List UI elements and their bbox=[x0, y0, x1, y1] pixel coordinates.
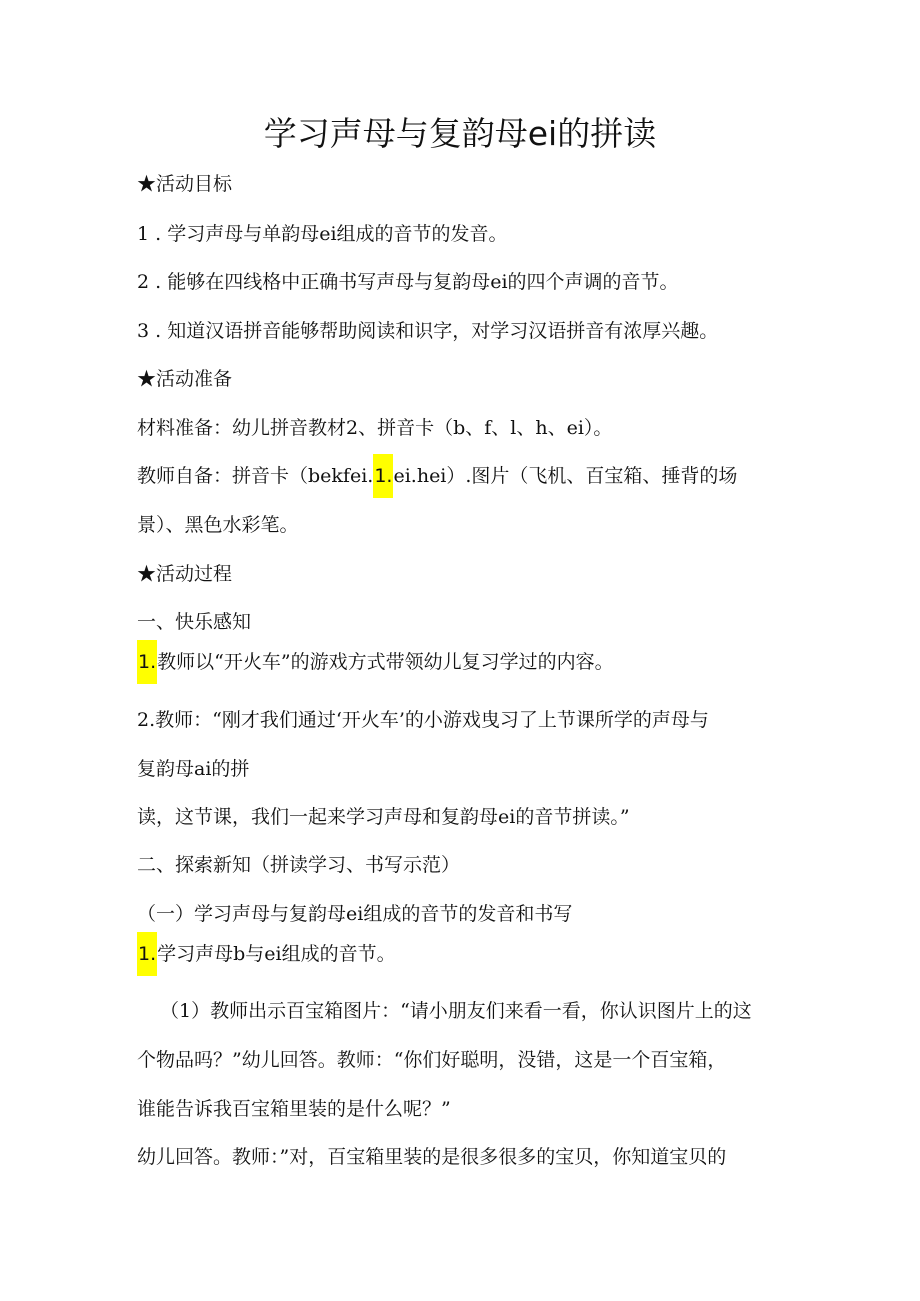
section-heading-process: ★活动过程 bbox=[137, 563, 233, 585]
paragraph-2-line-1: 幼儿回答。教师：”对，百宝箱里装的是很多很多的宝贝，你知道宝贝的 bbox=[137, 1146, 727, 1168]
step-one-item-2-end: 读，这节课，我们一起来学习声母和复韵母ei的音节拼读。” bbox=[137, 806, 630, 828]
step-one-item-2-continued: 复韵母ai的拼 bbox=[137, 758, 250, 780]
subsection-heading: （一）学习声母与复韵母ei组成的音节的发音和书写 bbox=[137, 903, 573, 925]
objective-1: 1 . 学习声母与单韵母ei组成的音节的发音。 bbox=[137, 223, 508, 245]
section-heading-preparation: ★活动准备 bbox=[137, 368, 233, 390]
highlighted-text: 1. bbox=[373, 454, 393, 498]
paragraph-1-line-1: （1）教师出示百宝箱图片：“请小朋友们来看一看，你认识图片上的这 bbox=[160, 1000, 752, 1022]
step-one-item-1-text: 教师以“开火车”的游戏方式带领幼儿复习学过的内容。 bbox=[157, 651, 614, 673]
document-title: 学习声母与复韵母ei的拼读 bbox=[263, 114, 657, 153]
subsection-item-1-text: 学习声母b与ei组成的音节。 bbox=[157, 943, 396, 965]
step-one-item-1 bbox=[137, 640, 614, 684]
highlighted-number: 1. bbox=[137, 640, 157, 684]
objective-3: 3 . 知道汉语拼音能够帮助阅读和识字，对学习汉语拼音有浓厚兴趣。 bbox=[137, 320, 719, 342]
paragraph-1-line-3: 谁能告诉我百宝箱里装的是什么呢？” bbox=[137, 1098, 451, 1120]
section-heading-objectives: ★活动目标 bbox=[137, 173, 233, 195]
teacher-preparation-part1: 教师自备：拼音卡（bekfei. bbox=[137, 465, 374, 487]
step-two-heading: 二、探索新知（拼读学习、书写示范） bbox=[137, 854, 461, 876]
subsection-item-1 bbox=[137, 932, 396, 976]
teacher-preparation-part2: ei.hei）.图片（飞机、百宝箱、捶背的场 bbox=[393, 465, 738, 487]
teacher-preparation bbox=[137, 454, 737, 498]
step-one-item-2: 2.教师：“刚才我们通过‘开火车’的小游戏曳习了上节课所学的声母与 bbox=[137, 709, 709, 731]
paragraph-1-line-2: 个物品吗？”幼儿回答。教师：“你们好聪明，没错，这是一个百宝箱， bbox=[137, 1049, 727, 1071]
teacher-preparation-continued: 景）、黑色水彩笔。 bbox=[137, 514, 299, 536]
materials-preparation: 材料准备：幼儿拼音教材2、拼音卡（b、f、l、h、ei）。 bbox=[137, 417, 613, 439]
step-one-heading: 一、快乐感知 bbox=[137, 611, 252, 633]
highlighted-number: 1. bbox=[137, 932, 157, 976]
objective-2: 2 . 能够在四线格中正确书写声母与复韵母ei的四个声调的音节。 bbox=[137, 271, 679, 293]
